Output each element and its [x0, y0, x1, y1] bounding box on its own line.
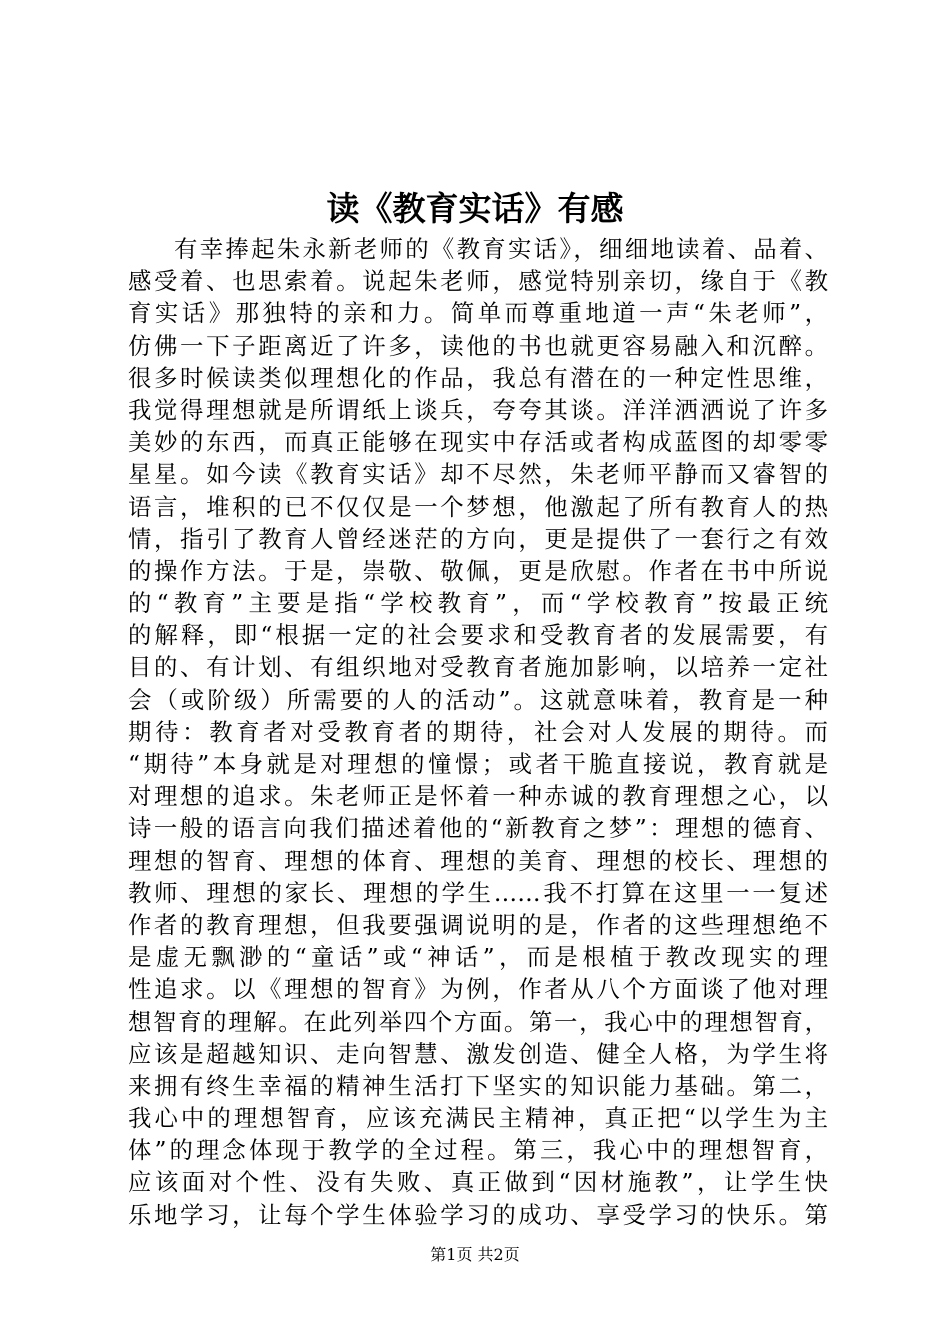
body-line: 有幸捧起朱永新老师的《教育实话》，细细地读着、品着、: [174, 235, 828, 263]
body-line: “期待”本身就是对理想的憧憬；或者干脆直接说，教育就是: [128, 750, 828, 778]
body-line: 应该面对个性、没有失败、真正做到“因材施教”，让学生快: [128, 1168, 828, 1197]
body-line: 很多时候读类似理想化的作品，我总有潜在的一种定性思维，: [128, 363, 828, 392]
body-line: 是虚无飘渺的“童话”或“神话”，而是根植于教改现实的理: [128, 943, 828, 972]
body-line: 期待：教育者对受教育者的期待，社会对人发展的期待。而: [128, 717, 828, 746]
body-line: 教师、理想的家长、理想的学生……我不打算在这里一一复述: [128, 878, 828, 907]
body-line: 的解释，即“根据一定的社会要求和受教育者的发展需要，有: [128, 621, 828, 650]
body-line: 来拥有终生幸福的精神生活打下坚实的知识能力基础。第二，: [128, 1071, 828, 1100]
body-line: 作者的教育理想，但我要强调说明的是，作者的这些理想绝不: [128, 910, 828, 939]
body-line: 的“教育”主要是指“学校教育”，而“学校教育”按最正统: [128, 589, 828, 618]
body-line: 美妙的东西，而真正能够在现实中存活或者构成蓝图的却零零: [128, 428, 828, 457]
body-line: 情，指引了教育人曾经迷茫的方向，更是提供了一套行之有效: [128, 524, 828, 553]
body-line: 乐地学习，让每个学生体验学习的成功、享受学习的快乐。第: [128, 1200, 828, 1229]
body-line: 会（或阶级）所需要的人的活动”。这就意味着，教育是一种: [128, 685, 828, 714]
body-line: 星星。如今读《教育实话》却不尽然，朱老师平静而又睿智的: [128, 460, 828, 489]
body-line: 体”的理念体现于教学的全过程。第三，我心中的理想智育，: [128, 1136, 828, 1165]
body-line: 理想的智育、理想的体育、理想的美育、理想的校长、理想的: [128, 846, 828, 875]
document-title: 读《教育实话》有感: [326, 189, 624, 228]
body-line: 的操作方法。于是，崇敬、敬佩，更是欣慰。作者在书中所说: [128, 556, 828, 585]
body-line: 我觉得理想就是所谓纸上谈兵，夸夸其谈。洋洋洒洒说了许多: [128, 395, 828, 424]
body-line: 性追求。以《理想的智育》为例，作者从八个方面谈了他对理: [128, 975, 828, 1004]
body-line: 目的、有计划、有组织地对受教育者施加影响，以培养一定社: [128, 653, 828, 682]
page-number-footer: 第1页 共2页: [430, 1245, 520, 1264]
body-line: 育实话》那独特的亲和力。简单而尊重地道一声“朱老师”，: [128, 299, 828, 328]
body-line: 仿佛一下子距离近了许多，读他的书也就更容易融入和沉醉。: [128, 331, 828, 360]
document-body: [128, 233, 828, 1231]
body-line: 对理想的追求。朱老师正是怀着一种赤诚的教育理想之心，以: [128, 782, 828, 811]
body-line: 诗一般的语言向我们描述着他的“新教育之梦”：理想的德育、: [128, 814, 828, 843]
body-line: 想智育的理解。在此列举四个方面。第一，我心中的理想智育，: [128, 1007, 828, 1036]
body-line: 应该是超越知识、走向智慧、激发创造、健全人格，为学生将: [128, 1039, 828, 1068]
body-line: 我心中的理想智育，应该充满民主精神，真正把“以学生为主: [128, 1104, 828, 1133]
body-line: 语言，堆积的已不仅仅是一个梦想，他激起了所有教育人的热: [128, 492, 828, 521]
body-line: 感受着、也思索着。说起朱老师，感觉特别亲切，缘自于《教: [128, 267, 828, 296]
